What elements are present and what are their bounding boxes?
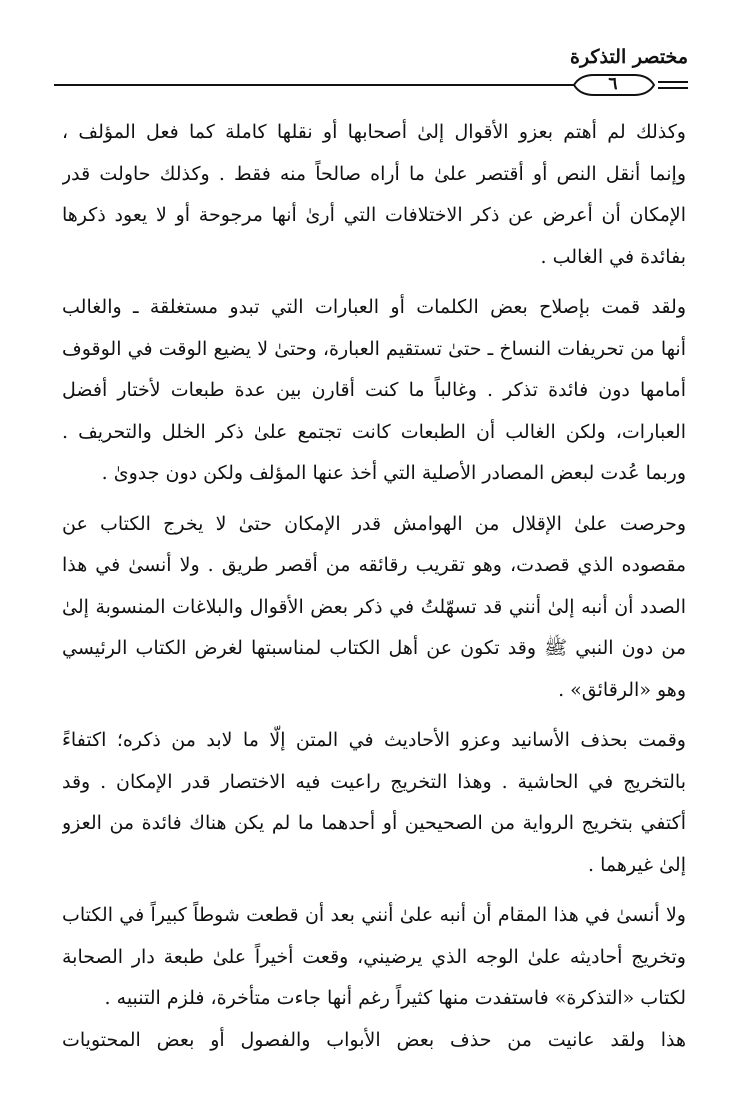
- text-line: الصدد أن أنبه إلىٰ أنني قد تسهّلتُ في ذكر بعض الأقوال والبلاغات المنسوبة إلىٰ: [62, 595, 686, 618]
- text-line: إلىٰ غيرهما .: [588, 853, 686, 876]
- text-line: أكتفي بتخريج الرواية من الصحيحين أو أحدهما ما لم يكن هناك فائدة من العزو: [62, 812, 686, 834]
- text-line: بالتخريج في الحاشية . وهذا التخريج راعيت فيه الاختصار قدر الإمكان . وقد: [62, 770, 686, 793]
- text-line: ولا أنسىٰ في هذا المقام أن أنبه علىٰ أنني بعد أن قطعت شوطاً كبيراً في الكتاب: [62, 904, 686, 926]
- text-line: العبارات، ولكن الغالب أن الطبعات كانت تجتمع علىٰ ذكر الخلل والتحريف .: [62, 420, 686, 443]
- paragraph-gap: [62, 278, 686, 287]
- text-line: وتخريج أحاديثه علىٰ الوجه الذي يرضيني، وقعت أخيراً علىٰ طبعة دار الصحابة: [62, 945, 686, 968]
- paragraph: [62, 504, 686, 712]
- text-line: وإنما أنقل النص أو أقتصر علىٰ ما أراه صالحاً منه فقط . وكذلك حاولت قدر: [62, 162, 686, 185]
- text-line: من دون النبي ﷺ وقد تكون عن أهل الكتاب لمناسبتها لغرض الكتاب الرئيسي: [62, 637, 686, 659]
- text-line: وربما عُدت لبعض المصادر الأصلية التي أخذ عنها المؤلف ولكن دون جدوىٰ .: [101, 462, 686, 484]
- paragraph-gap: [62, 495, 686, 504]
- text-line: بفائدة في الغالب .: [540, 245, 686, 268]
- text-line: وقمت بحذف الأسانيد وعزو الأحاديث في المتن إلّا ما لابد من ذكره؛ اكتفاءً: [62, 729, 686, 751]
- text-line: أنها من تحريفات النساخ ـ حتىٰ تستقيم العبارة، وحتىٰ لا يضيع الوقت في الوقوف: [62, 337, 686, 360]
- paragraph-gap: [62, 886, 686, 895]
- text-line: لكتاب «التذكرة» فاستفدت منها كثيراً رغم أنها جاءت متأخرة، فلزم التنبيه .: [104, 987, 686, 1009]
- paragraph: [62, 720, 686, 886]
- paragraph: [62, 895, 686, 1020]
- paragraph-gap: [62, 711, 686, 720]
- page-number: ٦: [608, 74, 618, 94]
- text-line: وكذلك لم أهتم بعزو الأقوال إلىٰ أصحابها أو نقلها كاملة كما فعل المؤلف ،: [62, 121, 686, 143]
- text-line: الإمكان أن أعرض عن ذكر الاختلافات التي أرىٰ أنها مرجوحة أو لا يعود ذكرها: [62, 204, 686, 226]
- paragraph: [62, 112, 686, 278]
- text-line: هذا ولقد عانيت من حذف بعض الأبواب والفصول أو بعض المحتويات: [62, 1028, 686, 1051]
- text-line: وهو «الرقائق» .: [558, 678, 686, 701]
- text-body: [62, 112, 686, 1061]
- text-line: وحرصت علىٰ الإقلال من الهوامش قدر الإمكان حتىٰ لا يخرج الكتاب عن: [62, 512, 686, 535]
- paragraph: [62, 287, 686, 495]
- text-line: أمامها دون فائدة تذكر . وغالباً ما كنت أقارن بين عدة طبعات لأختار أفضل: [62, 379, 686, 401]
- text-line: ولقد قمت بإصلاح بعض الكلمات أو العبارات التي تبدو مستغلقة ـ والغالب: [62, 296, 686, 318]
- running-title: مختصر التذكرة: [569, 46, 688, 68]
- page-header: [54, 44, 688, 98]
- text-line: مقصوده الذي قصدت، وهو تقريب رقائقه من أقصر طريق . ولا أنسىٰ في هذا: [62, 554, 686, 576]
- paragraph: [62, 1020, 686, 1062]
